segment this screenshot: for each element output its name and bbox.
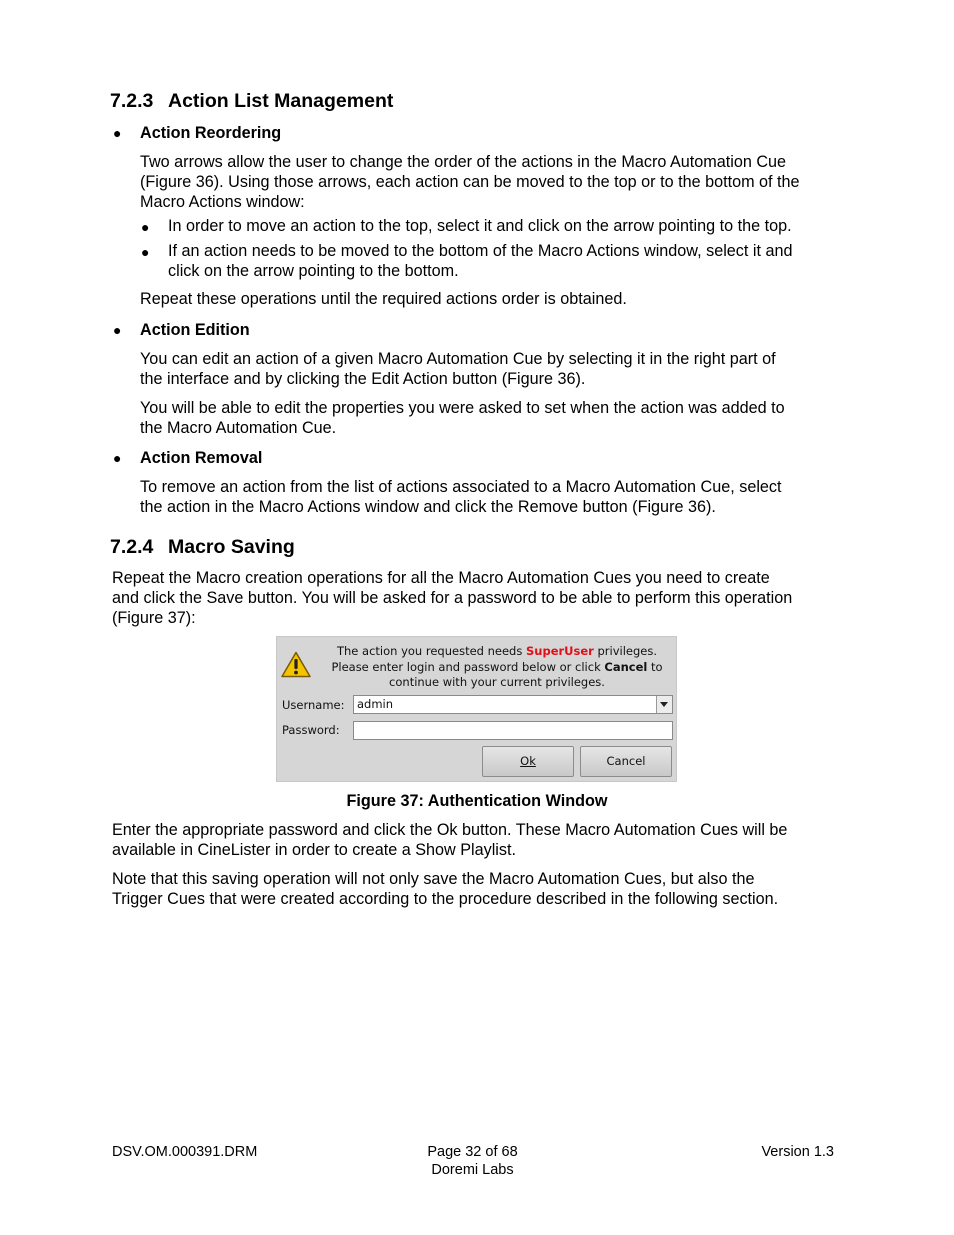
text-line: click on the arrow pointing to the bottom.	[168, 261, 459, 280]
message-line-1	[317, 644, 677, 660]
text-line: (Figure 37):	[112, 608, 196, 627]
text-line: Macro Actions window:	[140, 192, 305, 211]
footer-page: Page 32 of 68	[427, 1144, 518, 1160]
chevron-down-icon	[657, 696, 671, 713]
removal-p1	[140, 478, 782, 518]
figure-caption: Figure 37: Authentication Window	[346, 792, 608, 810]
saving-p3	[112, 870, 778, 910]
text-line: Trigger Cues that were created according to the procedure described in the following section.	[112, 889, 779, 908]
bullet: ●	[113, 322, 122, 338]
text-line: the interface and by clicking the Edit Action button (Figure 36).	[140, 369, 586, 388]
dialog-message	[317, 644, 677, 691]
bullet-title-edition: Action Edition	[140, 321, 250, 339]
text-line: and click the Save button. You will be asked for a password to be able to perform this operation	[112, 588, 793, 607]
bullet: ●	[113, 450, 122, 466]
text-line: To remove an action from the list of actions associated to a Macro Automation Cue, select	[140, 478, 782, 496]
saving-p1	[112, 569, 792, 628]
password-field[interactable]	[353, 721, 673, 740]
edition-p1	[140, 350, 776, 390]
warning-icon	[281, 651, 311, 678]
text-line: the Macro Automation Cue.	[140, 418, 337, 437]
message-text: to	[647, 659, 663, 674]
text-line: Two arrows allow the user to change the order of the actions in the Macro Automation Cue	[140, 153, 787, 171]
username-combobox[interactable]	[353, 695, 673, 714]
message-text: privileges.	[593, 644, 657, 658]
bullet: ●	[141, 219, 150, 235]
section-heading-7-2-4	[110, 536, 295, 559]
text-line: You will be able to edit the properties you were asked to set when the action was added to	[140, 399, 785, 417]
edition-p2	[140, 399, 785, 439]
text-line: the action in the Macro Actions window and click the Remove button (Figure 36).	[140, 497, 716, 516]
bullet-title-removal: Action Removal	[140, 449, 263, 467]
cancel-button[interactable]	[580, 746, 672, 777]
bullet: ●	[113, 125, 122, 141]
text-line: If an action needs to be moved to the bottom of the Macro Actions window, select it and	[168, 242, 793, 260]
saving-p2	[112, 821, 787, 861]
password-label: Password:	[282, 723, 340, 737]
reordering-sub2	[168, 242, 792, 282]
text-line: Enter the appropriate password and click the Ok button. These Macro Automation Cues will be	[112, 821, 788, 839]
cancel-emphasis: Cancel	[604, 659, 648, 674]
username-label: Username:	[282, 698, 345, 712]
ok-button[interactable]	[482, 746, 574, 777]
message-line-3: continue with your current privileges.	[389, 675, 605, 689]
section-heading-7-2-3	[110, 90, 393, 113]
text-line: available in CineLister in order to create a Show Playlist.	[112, 840, 516, 859]
message-text: Please enter login and password below or click	[331, 659, 605, 674]
authentication-dialog	[276, 636, 677, 782]
section-number: 7.2.3	[110, 90, 154, 112]
footer-version: Version 1.3	[761, 1144, 834, 1160]
ok-label: Ok	[520, 754, 536, 768]
reordering-repeat: Repeat these operations until the required actions order is obtained.	[140, 290, 627, 308]
dropdown-arrow[interactable]	[656, 696, 672, 713]
text-line: You can edit an action of a given Macro Automation Cue by selecting it in the right part of	[140, 350, 776, 368]
bullet-title-reordering: Action Reordering	[140, 124, 282, 142]
reordering-intro	[140, 153, 800, 212]
username-value: admin	[357, 697, 394, 711]
section-title: Action List Management	[168, 90, 394, 112]
message-text: The action you requested needs	[336, 644, 526, 658]
footer-doc-id: DSV.OM.000391.DRM	[112, 1144, 258, 1160]
section-number: 7.2.4	[110, 536, 154, 558]
cancel-label: Cancel	[606, 754, 646, 768]
footer-company: Doremi Labs	[431, 1162, 514, 1178]
message-line-2	[317, 660, 677, 676]
reordering-sub1: In order to move an action to the top, select it and click on the arrow pointing to the top.	[168, 217, 792, 235]
text-line: (Figure 36). Using those arrows, each action can be moved to the top or to the bottom of the	[140, 172, 800, 191]
text-line: Note that this saving operation will not only save the Macro Automation Cues, but also the	[112, 870, 755, 888]
superuser-highlight: SuperUser	[526, 644, 594, 658]
text-line: Repeat the Macro creation operations for all the Macro Automation Cues you need to create	[112, 569, 770, 587]
bullet: ●	[141, 244, 150, 260]
section-title: Macro Saving	[168, 536, 295, 558]
